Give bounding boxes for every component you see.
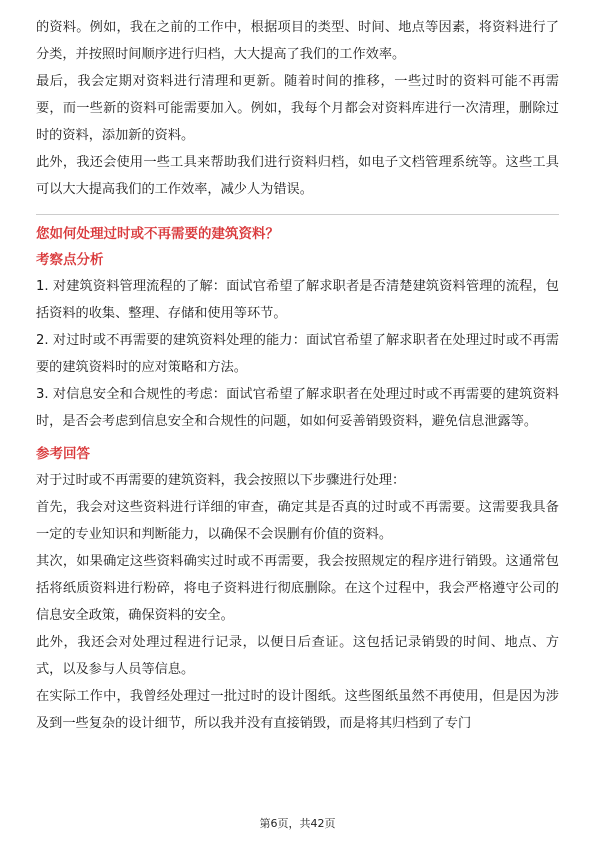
analysis-title: 考察点分析 [36, 252, 104, 268]
analysis-item-2: 2. 对过时或不再需要的建筑资料处理的能力：面试官希望了解求职者在处理过时或不再需要的建筑资料时的应对策略和方法。 [36, 333, 559, 375]
intro-paragraph-2: 最后，我会定期对资料进行清理和更新。随着时间的推移，一些过时的资料可能不再需要，而一些新的资料可能需要加入。例如，我每个月都会对资料库进行一次清理，删除过时的资料，添加新的资料。 [36, 74, 559, 143]
page-footer: 第6页，共42页 [259, 817, 336, 830]
answer-paragraph-3: 其次，如果确定这些资料确实过时或不再需要，我会按照规定的程序进行销毁。这通常包括将纸质资料进行粉碎，将电子资料进行彻底删除。在这个过程中，我会严格遵守公司的信息安全政策，确保资料的安全。 [36, 554, 559, 623]
intro-paragraph-1: 的资料。例如，我在之前的工作中，根据项目的类型、时间、地点等因素，将资料进行了分类，并按照时间顺序进行归档，大大提高了我们的工作效率。 [36, 20, 559, 62]
answer-title: 参考回答 [36, 446, 90, 462]
question-heading: 您如何处理过时或不再需要的建筑资料？ [36, 226, 279, 242]
answer-paragraph-1: 对于过时或不再需要的建筑资料，我会按照以下步骤进行处理： [36, 473, 406, 488]
document-page [36, 14, 559, 737]
answer-paragraph-4: 此外，我还会对处理过程进行记录，以便日后查证。这包括记录销毁的时间、地点、方式，以及参与人员等信息。 [36, 635, 559, 677]
answer-paragraph-5: 在实际工作中，我曾经处理过一批过时的设计图纸。这些图纸虽然不再使用，但是因为涉及到一些复杂的设计细节，所以我并没有直接销毁，而是将其归档到了专门 [36, 689, 559, 731]
intro-paragraph-3: 此外，我还会使用一些工具来帮助我们进行资料归档，如电子文档管理系统等。这些工具可以大大提高我们的工作效率，减少人为错误。 [36, 155, 559, 197]
analysis-item-1: 1. 对建筑资料管理流程的了解：面试官希望了解求职者是否清楚建筑资料管理的流程，包括资料的收集、整理、存储和使用等环节。 [36, 279, 559, 321]
section-divider [36, 214, 559, 215]
analysis-item-3: 3. 对信息安全和合规性的考虑：面试官希望了解求职者在处理过时或不再需要的建筑资料时，是否会考虑到信息安全和合规性的问题，如如何妥善销毁资料，避免信息泄露等。 [36, 387, 559, 429]
answer-paragraph-2: 首先，我会对这些资料进行详细的审查，确定其是否真的过时或不再需要。这需要我具备一定的专业知识和判断能力，以确保不会误删有价值的资料。 [36, 500, 559, 542]
